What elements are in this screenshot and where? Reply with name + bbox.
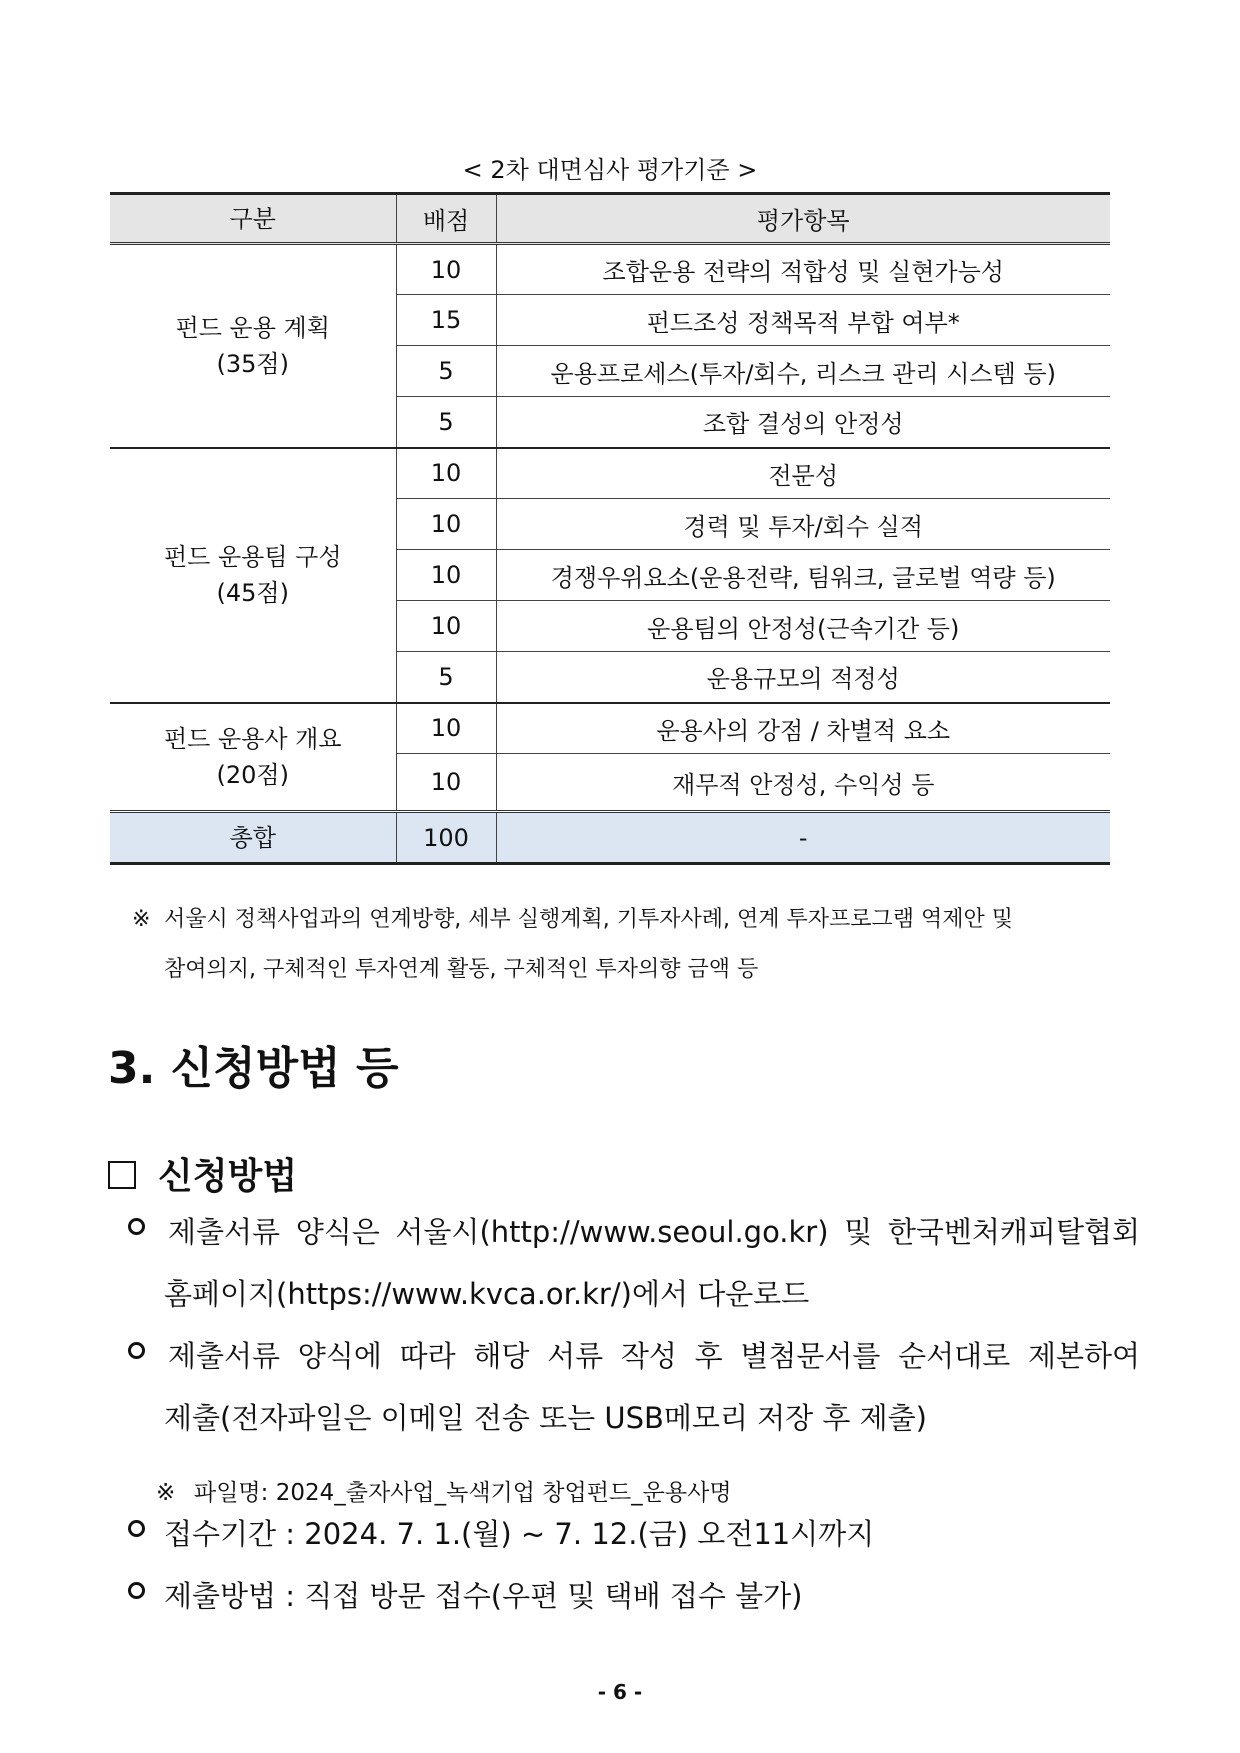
bullet-text-line: 제출서류 양식에 따라 해당 서류 작성 후 별첨문서를 순서대로 제본하여 <box>168 1339 1140 1373</box>
item-cell: 재무적 안정성, 수익성 등 <box>672 770 935 799</box>
circle-bullet-icon <box>128 1342 145 1359</box>
category-name: 펀드 운용사 개요 <box>163 724 342 753</box>
category-cell <box>110 244 396 448</box>
reference-mark-icon: ※ <box>156 1480 176 1506</box>
footnote-line-2: 참여의지, 구체적인 투자연계 활동, 구체적인 투자의향 금액 등 <box>164 957 759 982</box>
item-cell: 운용팀의 안정성(근속기간 등) <box>496 601 1110 652</box>
bullet-text-line: 접수기간 : 2024. 7. 1.(월) ~ 7. 12.(금) 오전11시까지 <box>164 1517 875 1551</box>
page-number: - 6 - <box>597 1680 643 1704</box>
header-item: 평가항목 <box>496 194 1110 244</box>
score-cell: 10 <box>396 448 496 499</box>
table-caption: < 2차 대면심사 평가기준 > <box>462 156 758 184</box>
footnote-line-1 <box>132 902 1132 933</box>
header-category: 구분 <box>110 194 396 244</box>
bullet-text-line: 제출(전자파일은 이메일 전송 또는 USB메모리 저장 후 제출) <box>164 1401 927 1435</box>
table-row <box>110 703 1110 754</box>
footnote-text-1: 서울시 정책사업과의 연계방향, 세부 실행계획, 기투자사례, 연계 투자프로그램 역제안 및 <box>164 907 1013 932</box>
bullet-text-line: 제출서류 양식은 서울시(http://www.seoul.go.kr) 및 한국벤처캐피탈협회 <box>168 1215 1140 1249</box>
category-points: (45점) <box>216 579 289 607</box>
circle-bullet-icon <box>128 1520 145 1537</box>
category-name: 펀드 운용팀 구성 <box>163 543 342 571</box>
category-points: (35점) <box>216 349 289 378</box>
score-cell: 15 <box>396 295 496 346</box>
item-cell: 조합운용 전략의 적합성 및 실현가능성 <box>496 244 1110 295</box>
circle-bullet-icon <box>128 1582 145 1599</box>
score-cell: 10 <box>396 550 496 601</box>
score-cell: 5 <box>396 346 496 397</box>
score-cell: 5 <box>396 652 496 703</box>
item-cell: 운용사의 강점 / 차별적 요소 <box>496 703 1110 754</box>
score-cell: 10 <box>396 703 496 754</box>
category-cell <box>110 448 396 703</box>
subsection-title: 신청방법 <box>158 1156 298 1197</box>
score-cell: 10 <box>396 244 496 295</box>
table-header-row <box>110 194 1110 244</box>
score-cell: 10 <box>396 754 496 812</box>
bullet-text-line: 홈페이지(https://www.kvca.or.kr/)에서 다운로드 <box>164 1277 810 1311</box>
filename-note-text: 파일명: 2024_출자사업_녹색기업 창업펀드_운용사명 <box>194 1480 732 1506</box>
reference-mark-icon: ※ <box>132 907 151 932</box>
table-row <box>110 448 1110 499</box>
circle-bullet-icon <box>128 1218 145 1235</box>
total-score: 100 <box>396 812 496 864</box>
item-cell: 펀드조성 정책목적 부합 여부* <box>496 295 1110 346</box>
section-title: 3. 신청방법 등 <box>108 1043 399 1094</box>
item-cell: 전문성 <box>496 448 1110 499</box>
bullet-text-line: 제출방법 : 직접 방문 접수(우편 및 택배 접수 불가) <box>164 1579 803 1613</box>
total-label: 총합 <box>110 812 396 864</box>
item-cell: 운용프로세스(투자/회수, 리스크 관리 시스템 등) <box>496 346 1110 397</box>
category-name: 펀드 운용 계획 <box>175 313 330 342</box>
table-total-row <box>110 812 1110 864</box>
table-row <box>110 244 1110 295</box>
header-score: 배점 <box>396 194 496 244</box>
item-cell: 경력 및 투자/회수 실적 <box>496 499 1110 550</box>
item-cell: 조합 결성의 안정성 <box>496 397 1110 448</box>
subsection-heading <box>108 1148 297 1199</box>
item-cell: 경쟁우위요소(운용전략, 팀워크, 글로벌 역량 등) <box>496 550 1110 601</box>
score-cell: 5 <box>396 397 496 448</box>
score-cell: 10 <box>396 601 496 652</box>
category-points: (20점) <box>216 760 289 789</box>
score-cell: 10 <box>396 499 496 550</box>
item-cell: 운용규모의 적정성 <box>496 652 1110 703</box>
category-cell <box>110 703 396 812</box>
evaluation-criteria-table <box>110 192 1110 865</box>
total-item: - <box>496 812 1110 864</box>
filename-note <box>156 1474 732 1507</box>
checkbox-square-icon <box>108 1161 136 1189</box>
